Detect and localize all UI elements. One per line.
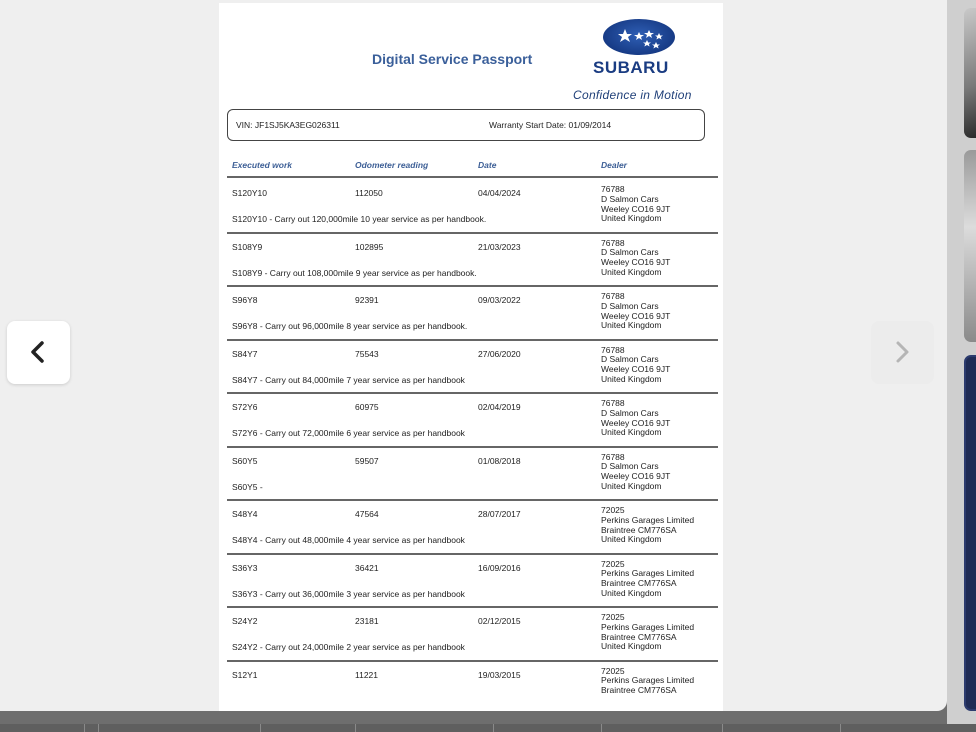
service-record-row: [227, 446, 718, 502]
column-header-odometer: Odometer reading: [355, 160, 429, 170]
subaru-logo-icon: [603, 19, 675, 55]
chevron-right-icon: [890, 340, 914, 364]
dealer-line: 76788: [601, 398, 625, 408]
odometer-value: 75543: [355, 348, 379, 359]
dealer-info: [601, 667, 694, 696]
odometer-value: 59507: [355, 455, 379, 466]
service-passport-image: [219, 3, 723, 711]
dealer-info: [601, 239, 670, 278]
service-description: S108Y9 - Carry out 108,000mile 9 year service as per handbook.: [232, 267, 477, 278]
brand-wordmark: SUBARU: [593, 58, 669, 77]
thumbnail-strip: [947, 0, 976, 732]
thumbnail-3[interactable]: [964, 355, 976, 711]
thumbnail-1[interactable]: [964, 8, 976, 138]
dealer-info: [601, 453, 670, 492]
dealer-line: D Salmon Cars: [601, 407, 659, 418]
service-record-row: [227, 553, 718, 609]
service-date: 21/03/2023: [478, 241, 521, 252]
dealer-line: 76788: [601, 184, 625, 194]
service-description: S48Y4 - Carry out 48,000mile 4 year service as per handbook: [232, 535, 465, 545]
previous-image-button[interactable]: [7, 321, 70, 384]
dealer-line: 76788: [601, 291, 625, 301]
dealer-line: Weeley CO16 9JT: [601, 364, 671, 375]
dealer-line: United Kingdom: [601, 534, 662, 545]
vehicle-info-box: [227, 109, 705, 141]
dealer-info: [601, 399, 670, 438]
service-description: S84Y7 - Carry out 84,000mile 7 year service as per handbook: [232, 374, 465, 385]
service-code: S120Y10: [232, 188, 267, 198]
dealer-info: [601, 560, 694, 599]
dealer-line: 72025: [601, 612, 625, 622]
thumbnail-2[interactable]: [964, 150, 976, 342]
dealer-line: Perkins Garages Limited: [601, 675, 695, 686]
odometer-value: 36421: [355, 562, 379, 573]
service-code: S24Y2: [232, 616, 258, 626]
dealer-info: [601, 613, 694, 652]
dealer-line: D Salmon Cars: [601, 193, 659, 204]
service-date: 16/09/2016: [478, 562, 521, 573]
dealer-line: D Salmon Cars: [601, 354, 659, 365]
service-date: 27/06/2020: [478, 348, 521, 359]
chevron-left-icon: [26, 340, 50, 364]
service-code: S84Y7: [232, 348, 258, 359]
service-date: 19/03/2015: [478, 669, 521, 680]
dealer-line: 72025: [601, 665, 625, 676]
next-image-button[interactable]: [871, 321, 934, 384]
dealer-line: 76788: [601, 237, 625, 248]
service-record-row: [227, 339, 718, 395]
dealer-line: Perkins Garages Limited: [601, 514, 695, 525]
dealer-line: United Kingdom: [601, 213, 662, 224]
dealer-info: [601, 346, 670, 385]
odometer-value: 102895: [355, 241, 384, 252]
service-record-row: [227, 285, 718, 341]
service-code: S72Y6: [232, 402, 258, 412]
column-header-dealer: Dealer: [601, 160, 627, 170]
odometer-value: 23181: [355, 616, 379, 626]
service-record-row: [227, 660, 718, 712]
warranty-start-text: Warranty Start Date: 01/09/2014: [489, 120, 612, 130]
dealer-line: Weeley CO16 9JT: [601, 203, 671, 214]
service-code: S96Y8: [232, 295, 258, 305]
service-code: S60Y5: [232, 455, 258, 466]
service-description: S60Y5 -: [232, 481, 263, 492]
dealer-line: United Kingdom: [601, 320, 662, 331]
dealer-line: United Kingdom: [601, 480, 662, 491]
dealer-line: Weeley CO16 9JT: [601, 257, 671, 268]
dealer-line: Braintree CM776SA: [601, 524, 677, 535]
dealer-line: United Kingdom: [601, 266, 662, 277]
dealer-info: [601, 185, 670, 224]
dealer-line: Weeley CO16 9JT: [601, 310, 671, 321]
dealer-info: [601, 506, 694, 545]
dealer-line: Braintree CM776SA: [601, 578, 677, 589]
dealer-line: Perkins Garages Limited: [601, 568, 695, 579]
document-title: Digital Service Passport: [372, 51, 533, 67]
service-code: S12Y1: [232, 669, 258, 680]
service-date: 28/07/2017: [478, 509, 521, 519]
service-description: S36Y3 - Carry out 36,000mile 3 year service as per handbook: [232, 588, 465, 599]
service-date: 04/04/2024: [478, 188, 521, 198]
service-date: 09/03/2022: [478, 295, 521, 305]
service-date: 02/12/2015: [478, 616, 521, 626]
dealer-line: D Salmon Cars: [601, 461, 659, 472]
dealer-line: Braintree CM776SA: [601, 631, 677, 642]
service-code: S108Y9: [232, 241, 263, 252]
service-code: S48Y4: [232, 509, 258, 519]
dealer-line: 76788: [601, 451, 625, 462]
dealer-line: Weeley CO16 9JT: [601, 417, 671, 428]
dealer-line: United Kingdom: [601, 373, 662, 384]
service-description: S120Y10 - Carry out 120,000mile 10 year service as per handbook.: [232, 214, 487, 224]
odometer-value: 112050: [355, 188, 383, 198]
service-date: 01/08/2018: [478, 455, 521, 466]
odometer-value: 47564: [355, 509, 379, 519]
service-description: S96Y8 - Carry out 96,000mile 8 year service as per handbook.: [232, 321, 468, 331]
dealer-line: 72025: [601, 558, 625, 569]
dealer-line: United Kingdom: [601, 641, 662, 652]
dealer-line: D Salmon Cars: [601, 300, 659, 311]
dealer-line: Weeley CO16 9JT: [601, 471, 671, 482]
odometer-value: 92391: [355, 295, 379, 305]
dealer-line: 76788: [601, 344, 625, 355]
dealer-line: D Salmon Cars: [601, 247, 659, 258]
service-description: S72Y6 - Carry out 72,000mile 6 year service as per handbook: [232, 428, 465, 438]
service-code: S36Y3: [232, 562, 258, 573]
odometer-value: 11221: [355, 669, 379, 680]
dealer-info: [601, 292, 670, 331]
dealer-line: United Kingdom: [601, 587, 662, 598]
dealer-line: 72025: [601, 505, 625, 515]
column-header-date: Date: [478, 160, 497, 170]
service-description: S24Y2 - Carry out 24,000mile 2 year service as per handbook: [232, 642, 465, 652]
service-record-row: [227, 499, 718, 555]
vin-text: VIN: JF1SJ5KA3EG026311: [236, 120, 340, 130]
odometer-value: 60975: [355, 402, 379, 412]
bottom-toolbar: [0, 724, 976, 732]
service-record-row: [227, 606, 718, 662]
brand-tagline: Confidence in Motion: [573, 88, 692, 102]
service-record-row: [227, 178, 718, 234]
dealer-line: Braintree CM776SA: [601, 685, 677, 696]
service-record-row: [227, 232, 718, 288]
dealer-line: United Kingdom: [601, 427, 662, 438]
service-date: 02/04/2019: [478, 402, 521, 412]
column-header-executed-work: Executed work: [232, 160, 292, 170]
service-record-row: [227, 392, 718, 448]
dealer-line: Perkins Garages Limited: [601, 621, 695, 632]
